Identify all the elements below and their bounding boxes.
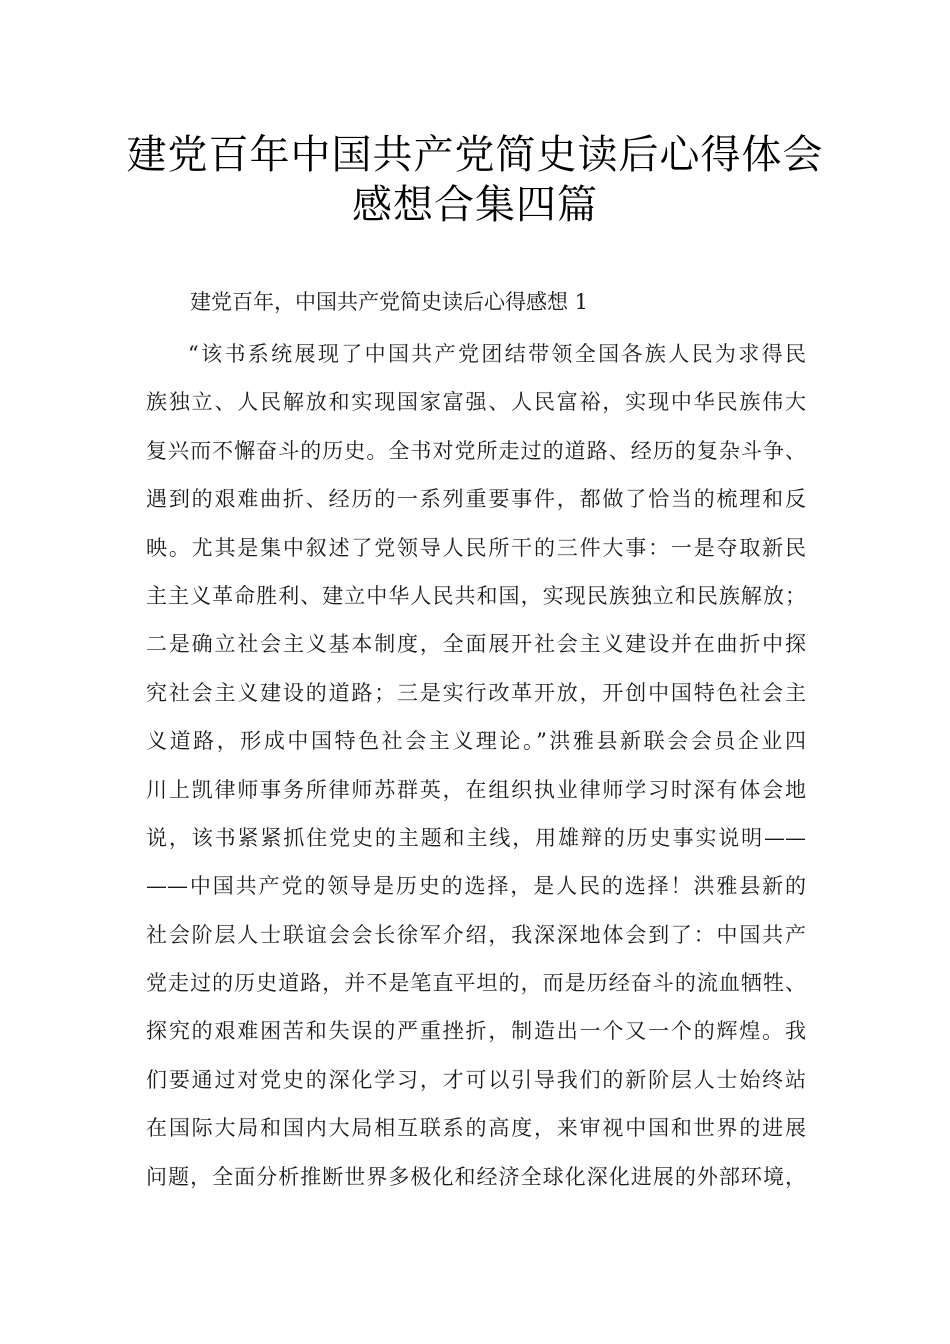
paragraph-line: 映。尤其是集中叙述了党领导人民所干的三件大事：一是夺取新民: [146, 535, 806, 560]
paragraph-line: 遇到的艰难曲折、经历的一系列重要事件，都做了恰当的梳理和反: [146, 487, 806, 512]
document-title-line-2: 感想合集四篇: [352, 182, 598, 228]
paragraph-line: 在国际大局和国内大局相互联系的高度，来审视中国和世界的进展: [146, 1116, 806, 1141]
paragraph-line: 党走过的历史道路，并不是笔直平坦的，而是历经奋斗的流血牺牲、: [146, 971, 806, 996]
paragraph-line: 主主义革命胜利、建立中华人民共和国，实现民族独立和民族解放；: [146, 583, 806, 608]
paragraph-line: 探究的艰难困苦和失误的严重挫折，制造出一个又一个的辉煌。我: [146, 1019, 806, 1044]
section-heading: 建党百年，中国共产党简史读后心得感想 1: [190, 290, 589, 314]
paragraph-line: 复兴而不懈奋斗的历史。全书对党所走过的道路、经历的复杂斗争、: [146, 438, 806, 463]
paragraph-line: 二是确立社会主义基本制度，全面展开社会主义建设并在曲折中探: [146, 632, 806, 657]
paragraph-line: 问题，全面分析推断世界多极化和经济全球化深化进展的外部环境，: [146, 1164, 806, 1189]
paragraph-line: 说，该书紧紧抓住党史的主题和主线，用雄辩的历史事实说明——: [146, 825, 806, 850]
paragraph-line: 究社会主义建设的道路；三是实行改革开放，开创中国特色社会主: [146, 680, 806, 705]
paragraph-line: 川上凯律师事务所律师苏群英，在组织执业律师学习时深有体会地: [146, 777, 806, 802]
paragraph-line: 社会阶层人士联谊会会长徐军介绍，我深深地体会到了：中国共产: [146, 922, 806, 947]
paragraph-line: 们要通过对党史的深化学习，才可以引导我们的新阶层人士始终站: [146, 1067, 806, 1092]
paragraph-line: 族独立、人民解放和实现国家富强、人民富裕，实现中华民族伟大: [146, 390, 806, 415]
paragraph-line: “该书系统展现了中国共产党团结带领全国各族人民为求得民: [188, 342, 806, 366]
body-paragraph: [146, 336, 806, 1207]
paragraph-line: 义道路，形成中国特色社会主义理论。”洪雅县新联会会员企业四: [146, 729, 806, 754]
document-title-line-1: 建党百年中国共产党简史读后心得体会: [126, 132, 824, 178]
paragraph-line: ——中国共产党的领导是历史的选择，是人民的选择！洪雅县新的: [146, 874, 806, 899]
